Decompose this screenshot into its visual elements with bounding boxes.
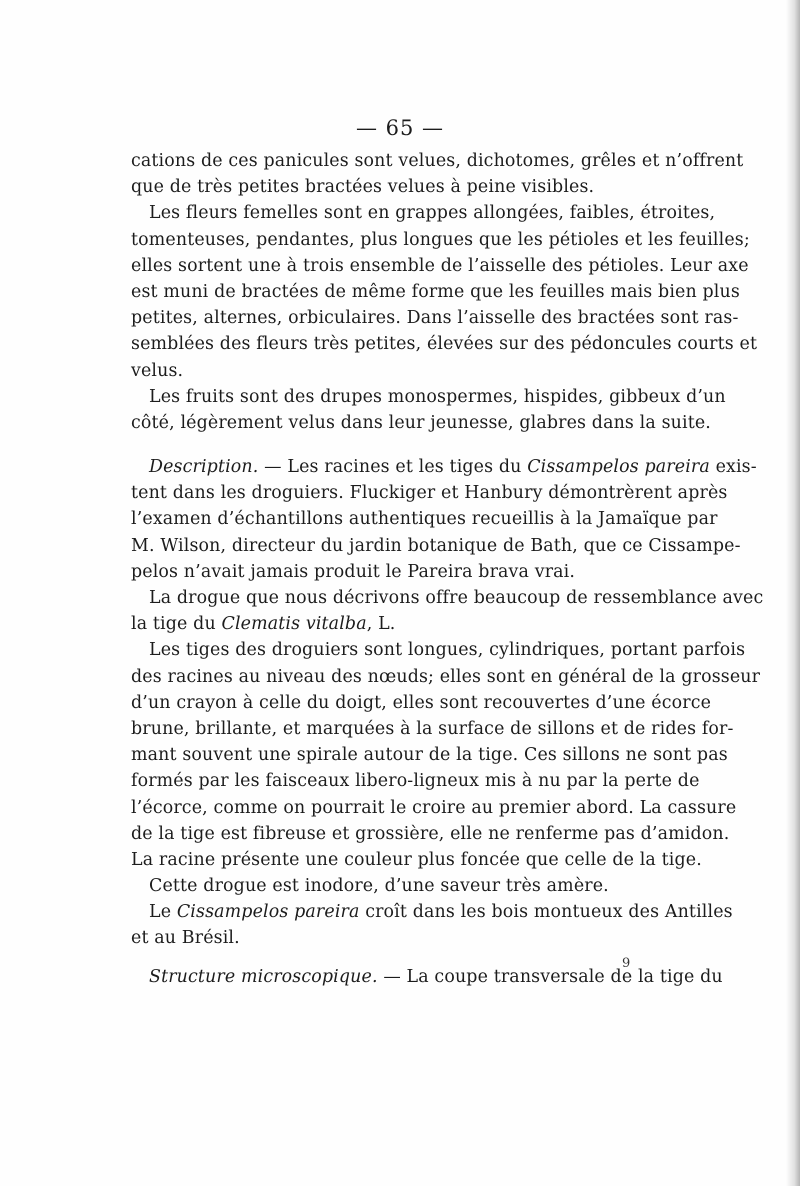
page-number: — 65 — — [355, 116, 445, 140]
text-line: Cette drogue est inodore, d’une saveur très amère. — [149, 876, 609, 897]
text-line: mant souvent une spirale autour de la tige. Ces sillons ne sont pas — [131, 745, 728, 766]
text-line: semblées des fleurs très petites, élevées sur des pédoncules courts et — [131, 334, 758, 355]
species-name: Clematis vitalba — [221, 614, 367, 635]
description-first-line — [131, 454, 757, 480]
text-line: formés par les faisceaux libero-ligneux mis à nu par la perte de — [131, 771, 700, 792]
text-line: de la tige est fibreuse et grossière, elle ne renferme pas d’amidon. — [131, 823, 730, 844]
description-heading: Description. — [149, 457, 259, 478]
text-line: cations de ces panicules sont velues, dichotomes, grêles et n’offrent — [131, 151, 744, 171]
text-line: l’écorce, comme on pourrait le croire au premier abord. La cassure — [131, 797, 737, 818]
page-edge-shadow — [786, 0, 800, 1186]
text-line: pelos n’avait jamais produit le Pareira brava vrai. — [131, 561, 576, 582]
text-line: et au Brésil. — [131, 928, 240, 949]
structure-heading: Structure microscopique. — [149, 966, 378, 987]
text-run: Le — [149, 902, 177, 923]
text-line: Les tiges des droguiers sont longues, cylindriques, portant parfois — [149, 640, 746, 661]
body-text — [131, 148, 764, 990]
text-line: l’examen d’échantillons authentiques recueillis à la Jamaïque par — [131, 509, 718, 530]
text-line: des racines au niveau des nœuds; elles sont en général de la grosseur — [131, 666, 761, 687]
section-gap — [131, 952, 697, 964]
text-line: La drogue que nous décrivons offre beaucoup de ressemblance avec — [149, 588, 764, 608]
text-run: , L. — [366, 614, 396, 635]
text-line: Les fruits sont des drupes monospermes, hispides, gibbeux d’un — [149, 386, 726, 407]
text-line: tent dans les droguiers. Fluckiger et Hanbury démontrèrent après — [131, 483, 728, 504]
text-line: petites, alternes, orbiculaires. Dans l’aisselle des bractées sont ras- — [131, 308, 739, 329]
text-run: — Les racines et les tiges du — [258, 457, 528, 478]
species-name: Cissampelos pareira — [527, 457, 710, 478]
text-run: croît dans les bois montueux des Antilles — [359, 902, 733, 923]
text-line: M. Wilson, directeur du jardin botanique de Bath, que ce Cissampe- — [131, 535, 741, 556]
species-name: Cissampelos pareira — [176, 902, 360, 923]
text-line: tomenteuses, pendantes, plus longues que les pétioles et les feuilles; — [131, 229, 750, 250]
text-line: que de très petites bractées velues à peine visibles. — [131, 177, 595, 198]
structure-first-line — [131, 964, 723, 990]
text-line: d’un crayon à celle du doigt, elles sont recouvertes d’une écorce — [131, 692, 712, 713]
text-run: la tige du — [131, 614, 222, 635]
text-line: côté, légèrement velus dans leur jeunesse, glabres dans la suite. — [131, 412, 711, 433]
text-line: velus. — [131, 360, 184, 381]
text-run: exis- — [709, 457, 757, 478]
signature-mark: 9 — [622, 956, 631, 971]
text-line: La racine présente une couleur plus foncée que celle de la tige. — [131, 849, 702, 870]
text-line: elles sortent une à trois ensemble de l’aisselle des pétioles. Leur axe — [131, 255, 749, 276]
text-line: Les fleurs femelles sont en grappes allongées, faibles, étroites, — [149, 203, 716, 224]
text-line-with-species — [131, 899, 733, 925]
section-gap — [131, 436, 697, 454]
text-run: — La coupe transversale de la tige du — [377, 966, 723, 987]
text-line-with-species — [131, 611, 697, 637]
text-line: brune, brillante, et marquées à la surface de sillons et de rides for- — [131, 718, 734, 739]
text-line: est muni de bractées de même forme que les feuilles mais bien plus — [131, 281, 740, 302]
